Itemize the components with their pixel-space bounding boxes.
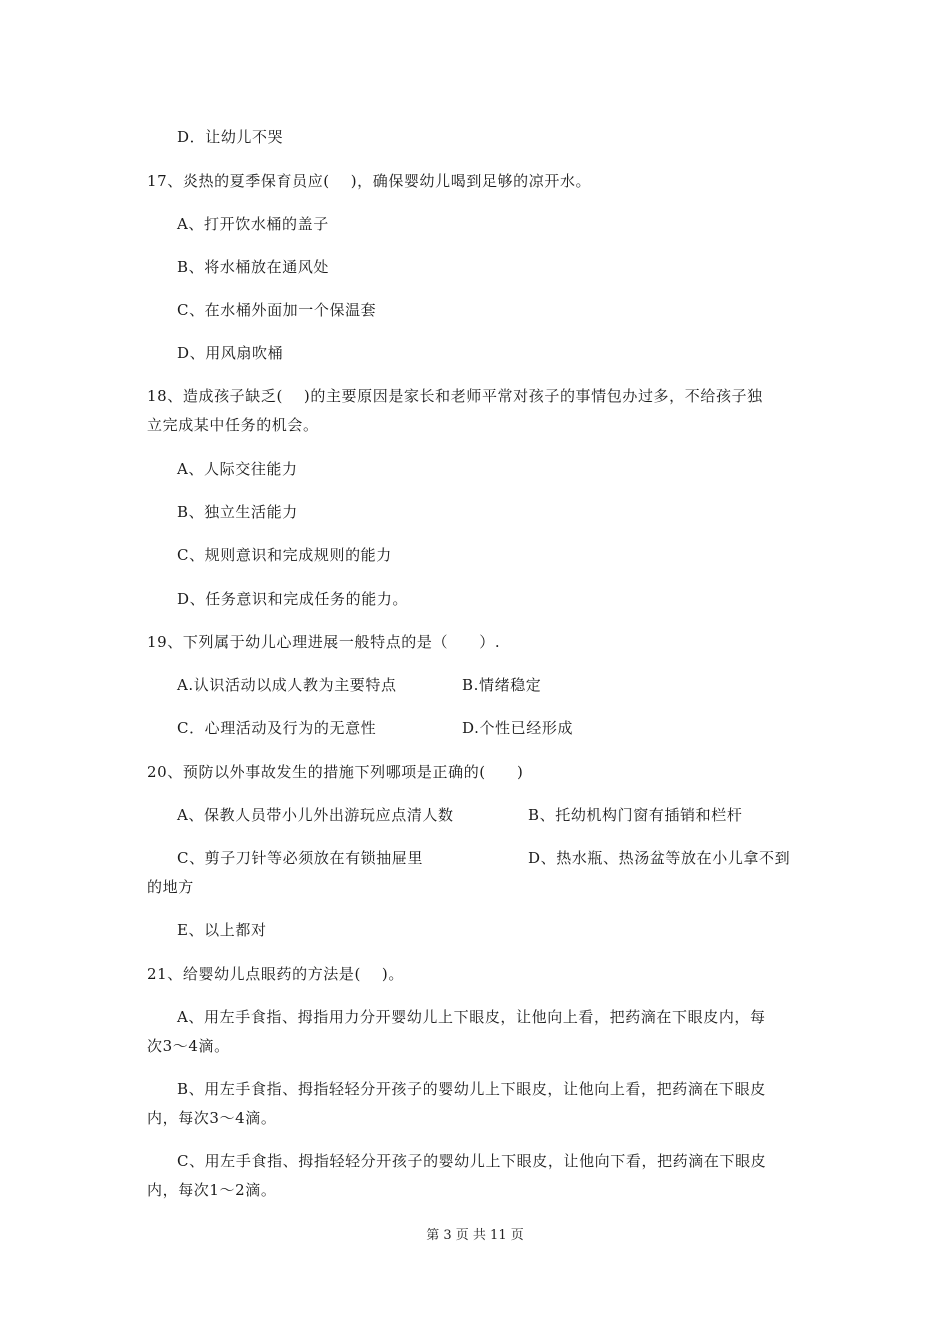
- q19-question: 19、下列属于幼儿心理进展一般特点的是（ ）.: [147, 633, 501, 651]
- q21-option-b-line2: 内，每次3～4滴。: [147, 1109, 277, 1127]
- q20-option-d-continuation: 的地方: [147, 878, 194, 896]
- q21-option-a-line2: 次3～4滴。: [147, 1037, 230, 1055]
- q21-option-b-line1: B、用左手食指、拇指轻轻分开孩子的婴幼儿上下眼皮，让他向上看，把药滴在下眼皮: [177, 1080, 766, 1098]
- q19-option-d: D.个性已经形成: [462, 719, 574, 737]
- q21-option-c-line1: C、用左手食指、拇指轻轻分开孩子的婴幼儿上下眼皮，让他向下看，把药滴在下眼皮: [177, 1152, 767, 1170]
- q18-question-line2: 立完成某中任务的机会。: [147, 416, 319, 434]
- q21-question: 21、给婴幼儿点眼药的方法是( )。: [147, 965, 404, 983]
- q19-option-b: B.情绪稳定: [462, 676, 542, 694]
- q17-option-d: D、用风扇吹桶: [177, 344, 284, 362]
- q20-option-e: E、以上都对: [177, 921, 267, 939]
- q20-question: 20、预防以外事故发生的措施下列哪项是正确的( ): [147, 763, 524, 781]
- q17-option-b: B、将水桶放在通风处: [177, 258, 330, 276]
- q20-option-c: C、剪子刀针等必须放在有锁抽屉里: [177, 849, 424, 867]
- q16-option-d: D．让幼儿不哭: [177, 128, 284, 146]
- q18-option-c: C、规则意识和完成规则的能力: [177, 546, 392, 564]
- q19-option-c: C．心理活动及行为的无意性: [177, 719, 377, 737]
- q17-option-c: C、在水桶外面加一个保温套: [177, 301, 377, 319]
- q21-option-a-line1: A、用左手食指、拇指用力分开婴幼儿上下眼皮，让他向上看，把药滴在下眼皮内，每: [177, 1008, 766, 1026]
- q18-question-line1: 18、造成孩子缺乏( )的主要原因是家长和老师平常对孩子的事情包办过多，不给孩子独: [147, 387, 763, 405]
- page-number-footer: 第 3 页 共 11 页: [426, 1228, 524, 1243]
- q20-option-a: A、保教人员带小儿外出游玩应点清人数: [177, 806, 454, 824]
- q18-option-b: B、独立生活能力: [177, 503, 298, 521]
- q21-option-c-line2: 内，每次1～2滴。: [147, 1181, 277, 1199]
- q18-option-d: D、任务意识和完成任务的能力。: [177, 590, 409, 608]
- q17-question: 17、炎热的夏季保育员应( )，确保婴幼儿喝到足够的凉开水。: [147, 172, 592, 190]
- q20-option-b: B、托幼机构门窗有插销和栏杆: [528, 806, 743, 824]
- q19-option-a: A.认识活动以成人教为主要特点: [177, 676, 397, 694]
- q20-option-d: D、热水瓶、热汤盆等放在小儿拿不到: [528, 849, 791, 867]
- q17-option-a: A、打开饮水桶的盖子: [177, 215, 329, 233]
- q18-option-a: A、人际交往能力: [177, 460, 298, 478]
